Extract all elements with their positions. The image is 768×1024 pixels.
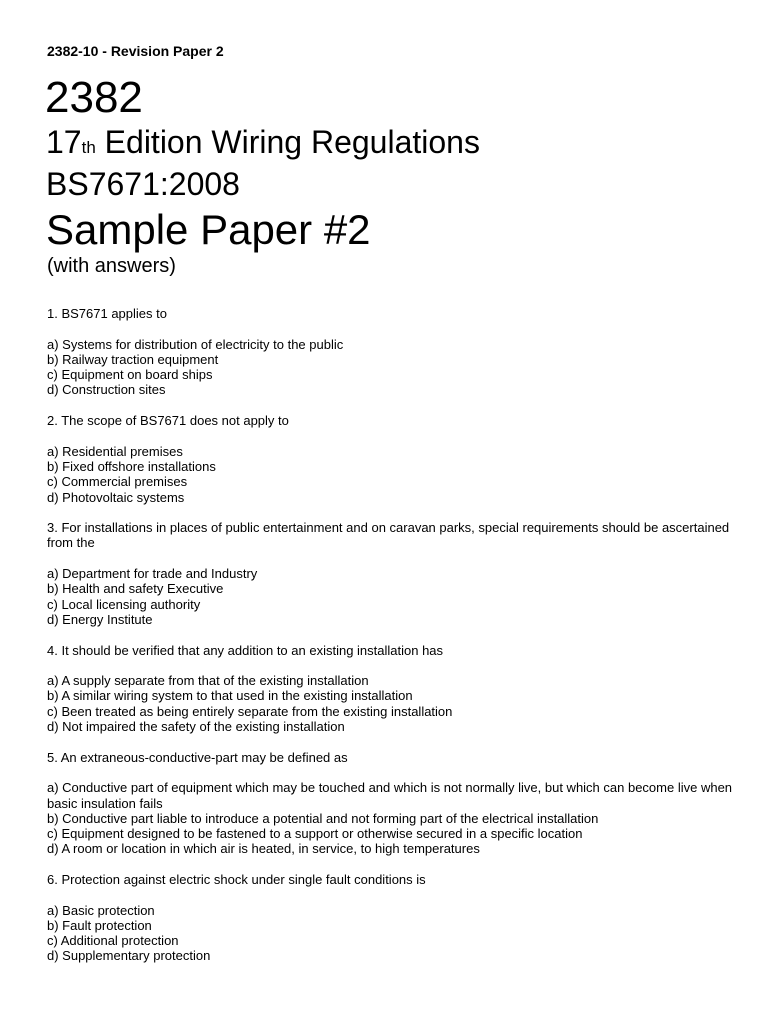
question-options (47, 903, 737, 964)
question-4 (47, 643, 737, 735)
answer-option: b) Conductive part liable to introduce a potential and not forming part of the electrical installation (47, 810, 599, 826)
question-options (47, 566, 737, 627)
answer-option: c) Equipment on board ships (47, 367, 213, 383)
answer-option: a) Basic protection (47, 902, 155, 918)
answer-option: a) Conductive part of equipment which may be touched and which is not normally live, but which can become live when basic insulation fails (47, 780, 733, 811)
standard-title: BS7671:2008 (46, 166, 240, 202)
answers-note: (with answers) (47, 255, 176, 277)
answer-option: d) Not impaired the safety of the existing installation (47, 719, 345, 735)
answer-option: d) Construction sites (47, 382, 166, 398)
question-stem: 2. The scope of BS7671 does not apply to (47, 413, 289, 429)
edition-ordinal: th (81, 138, 96, 157)
answer-option: a) Residential premises (47, 443, 183, 459)
edition-number: 17 (46, 124, 82, 160)
answer-option: c) Local licensing authority (47, 596, 201, 612)
answer-option: d) Energy Institute (47, 611, 153, 627)
question-2 (47, 413, 737, 505)
edition-title (46, 126, 480, 158)
answer-option: b) A similar wiring system to that used in the existing installation (47, 688, 413, 704)
answer-option: b) Health and safety Executive (47, 581, 224, 597)
answer-option: b) Fault protection (47, 917, 152, 933)
page-header: 2382-10 - Revision Paper 2 (47, 43, 224, 59)
answer-option: c) Additional protection (47, 933, 179, 949)
answer-option: c) Commercial premises (47, 474, 188, 490)
question-5 (47, 750, 737, 857)
question-options (47, 444, 737, 505)
question-stem: 1. BS7671 applies to (47, 306, 167, 321)
question-6 (47, 872, 737, 964)
course-code-title: 2382 (45, 73, 143, 122)
sample-paper-title: Sample Paper #2 (46, 206, 371, 253)
answer-option: a) Department for trade and Industry (47, 566, 258, 582)
question-1 (47, 306, 737, 398)
answer-option: c) Equipment designed to be fastened to a support or otherwise secured in a specific location (47, 826, 583, 842)
question-stem: 5. An extraneous-conductive-part may be defined as (47, 749, 348, 765)
answer-option: d) Photovoltaic systems (47, 489, 185, 505)
answer-option: a) Systems for distribution of electricity to the public (47, 336, 344, 352)
question-3 (47, 520, 737, 627)
question-stem: 4. It should be verified that any addition to an existing installation has (47, 642, 444, 658)
answer-option: d) Supplementary protection (47, 948, 211, 964)
answer-option: b) Fixed offshore installations (47, 458, 216, 474)
question-options (47, 780, 737, 856)
edition-text: Edition Wiring Regulations (104, 124, 480, 160)
answer-option: c) Been treated as being entirely separate from the existing installation (47, 703, 453, 719)
answer-option: d) A room or location in which air is heated, in service, to high temperatures (47, 841, 480, 857)
question-stem: 6. Protection against electric shock under single fault conditions is (47, 871, 426, 887)
answer-option: b) Railway traction equipment (47, 351, 219, 367)
question-list (47, 306, 737, 979)
question-stem: 3. For installations in places of public entertainment and on caravan parks, special requirements should be ascertained from the (47, 520, 730, 551)
answer-option: a) A supply separate from that of the existing installation (47, 673, 369, 689)
question-options (47, 673, 737, 734)
question-options (47, 337, 737, 398)
